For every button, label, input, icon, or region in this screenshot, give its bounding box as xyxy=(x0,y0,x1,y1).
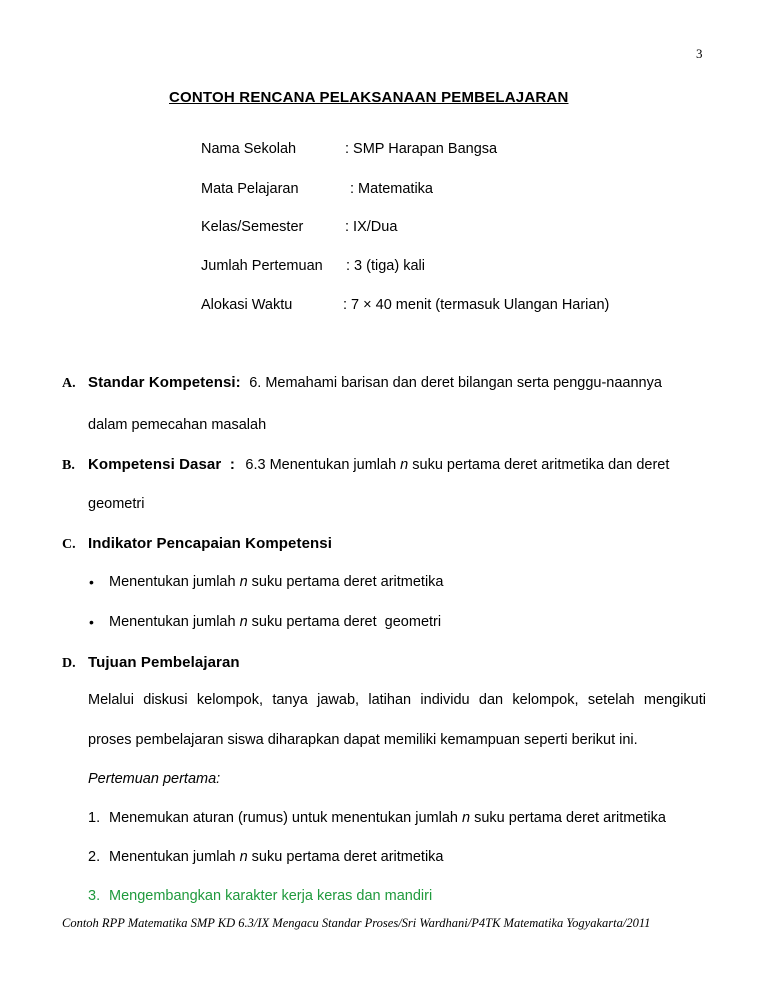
identity-label: Mata Pelajaran xyxy=(201,181,299,197)
section-text: geometri xyxy=(88,496,145,512)
bullet-icon: • xyxy=(89,614,94,630)
section-b-line1 xyxy=(88,456,669,474)
section-text: dalam pemecahan masalah xyxy=(88,417,267,433)
section-letter: B. xyxy=(62,458,75,473)
list-item: Menentukan jumlah n suku pertama deret geometri xyxy=(109,614,442,630)
section-letter: A. xyxy=(62,376,76,391)
section-text: 6. Memahami barisan dan deret bilangan serta penggu-naannya xyxy=(249,375,662,391)
list-item: Mengembangkan karakter kerja keras dan mandiri xyxy=(109,888,433,904)
list-item-number: 3. xyxy=(88,888,101,904)
section-a-line1 xyxy=(88,374,662,392)
identity-value: : Matematika xyxy=(350,181,433,197)
identity-label: Jumlah Pertemuan xyxy=(201,258,323,274)
list-item: Menentukan jumlah n suku pertama deret aritmetika xyxy=(109,574,444,590)
section-heading: Standar Kompetensi: xyxy=(88,374,241,391)
page-number: 3 xyxy=(696,46,703,61)
identity-value: : 3 (tiga) kali xyxy=(346,258,425,274)
section-letter: C. xyxy=(62,537,76,552)
document-title: CONTOH RENCANA PELAKSANAAN PEMBELAJARAN xyxy=(169,89,569,106)
section-letter: D. xyxy=(62,656,76,671)
list-item-number: 2. xyxy=(88,849,101,865)
meeting-label: Pertemuan pertama: xyxy=(88,771,221,787)
section-heading: Indikator Pencapaian Kompetensi xyxy=(88,535,332,552)
identity-value: : IX/Dua xyxy=(345,219,398,235)
identity-label: Alokasi Waktu xyxy=(201,297,293,313)
list-item-number: 1. xyxy=(88,810,101,826)
bullet-icon: • xyxy=(89,574,94,590)
identity-label: Nama Sekolah xyxy=(201,141,297,157)
section-heading: Kompetensi Dasar : xyxy=(88,456,235,473)
page-footer: Contoh RPP Matematika SMP KD 6.3/IX Mengacu Standar Proses/Sri Wardhani/P4TK Matematika Yogyakarta/2011 xyxy=(62,916,651,930)
identity-label: Kelas/Semester xyxy=(201,219,304,235)
section-heading: Tujuan Pembelajaran xyxy=(88,654,240,671)
identity-value: : 7 × 40 menit (termasuk Ulangan Harian) xyxy=(343,297,610,313)
paragraph-line: Melalui diskusi kelompok, tanya jawab, latihan individu dan kelompok, setelah mengikuti xyxy=(88,692,706,708)
identity-value: : SMP Harapan Bangsa xyxy=(345,141,498,157)
section-text: 6.3 Menentukan jumlah n suku pertama deret aritmetika dan deret xyxy=(245,457,670,473)
list-item: Menentukan jumlah n suku pertama deret aritmetika xyxy=(109,849,444,865)
paragraph-line: proses pembelajaran siswa diharapkan dapat memiliki kemampuan seperti berikut ini. xyxy=(88,732,638,748)
list-item: Menemukan aturan (rumus) untuk menentukan jumlah n suku pertama deret aritmetika xyxy=(109,810,666,826)
